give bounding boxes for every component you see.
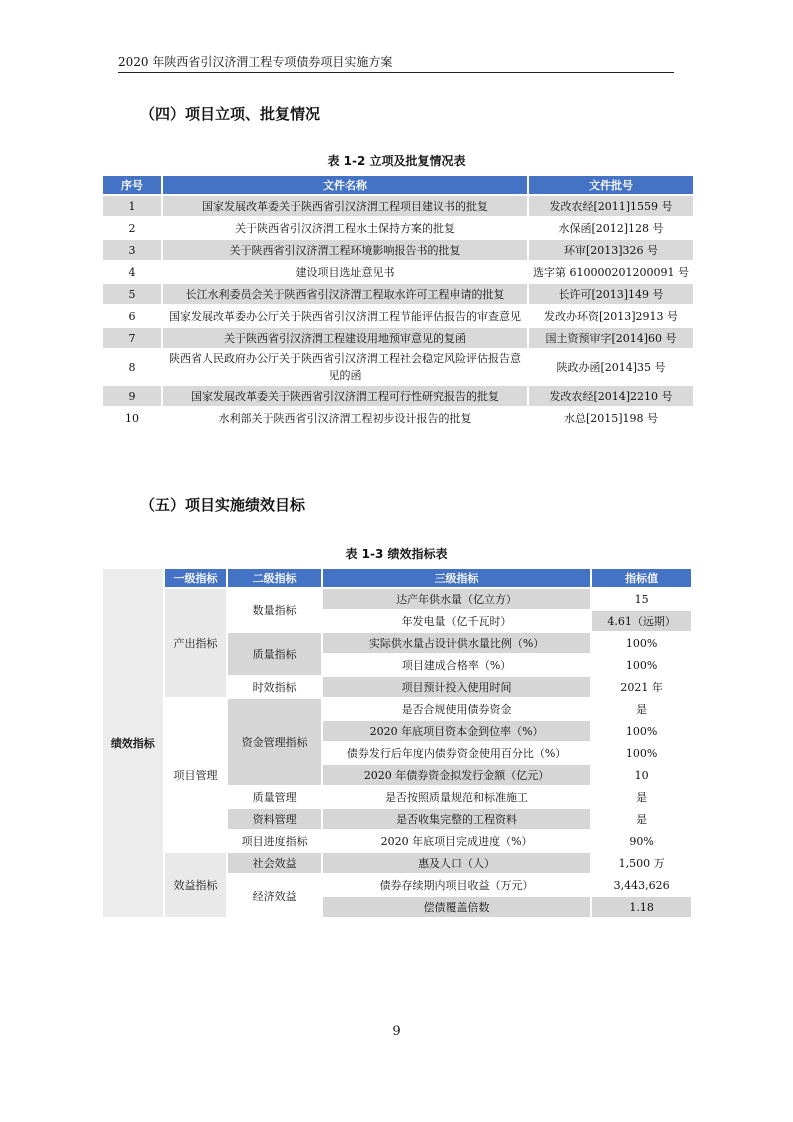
row-index-cell: 2 — [103, 218, 161, 238]
row-index-cell: 3 — [103, 240, 161, 260]
indicator-cell: 偿债覆盖倍数 — [323, 897, 590, 917]
doc-number-cell: 陕政办函[2014]35 号 — [529, 350, 693, 384]
col-header-level1: 一级指标 — [165, 569, 227, 587]
row-index-cell: 6 — [103, 306, 161, 326]
header-rule — [118, 72, 674, 73]
doc-name-cell: 陕西省人民政府办公厅关于陕西省引汉济渭工程社会稳定风险评估报告意见的函 — [163, 350, 527, 384]
level2-progress: 项目进度指标 — [228, 831, 321, 851]
table-row — [103, 240, 693, 260]
table-1-3-caption: 表 1-3 绩效指标表 — [345, 547, 448, 561]
value-cell: 是 — [592, 699, 691, 719]
col-header-index: 序号 — [103, 176, 161, 194]
table-1-2-caption: 表 1-2 立项及批复情况表 — [327, 154, 466, 168]
indicator-cell: 实际供水量占设计供水量比例（%） — [323, 633, 590, 653]
value-cell: 90% — [592, 831, 691, 851]
doc-name-cell: 关于陕西省引汉济渭工程建设用地预审意见的复函 — [163, 328, 527, 348]
level2-records-management: 资料管理 — [228, 809, 321, 829]
doc-number-cell: 选字第 610000201200091 号 — [529, 262, 693, 282]
doc-number-cell: 水保函[2012]128 号 — [529, 218, 693, 238]
indicator-cell: 是否合规使用债券资金 — [323, 699, 590, 719]
value-cell: 100% — [592, 721, 691, 741]
indicator-cell: 达产年供水量（亿立方） — [323, 589, 590, 609]
table-row — [103, 284, 693, 304]
approval-table — [101, 174, 695, 430]
table-row — [103, 196, 693, 216]
indicator-cell: 2020 年底项目资本金到位率（%） — [323, 721, 590, 741]
level1-benefit: 效益指标 — [165, 853, 227, 917]
row-index-cell: 1 — [103, 196, 161, 216]
col-header-level2: 二级指标 — [228, 569, 321, 587]
doc-number-cell: 长许可[2013]149 号 — [529, 284, 693, 304]
doc-name-cell: 国家发展改革委关于陕西省引汉济渭工程项目建议书的批复 — [163, 196, 527, 216]
table-row — [103, 306, 693, 326]
doc-name-cell: 国家发展改革委关于陕西省引汉济渭工程可行性研究报告的批复 — [163, 386, 527, 406]
level2-quantity: 数量指标 — [228, 589, 321, 631]
indicator-cell: 项目建成合格率（%） — [323, 655, 590, 675]
section-heading-performance: （五）项目实施绩效目标 — [140, 496, 306, 514]
indicator-cell: 是否收集完整的工程资料 — [323, 809, 590, 829]
doc-name-cell: 国家发展改革委办公厅关于陕西省引汉济渭工程节能评估报告的审查意见 — [163, 306, 527, 326]
col-header-doc-number: 文件批号 — [529, 176, 693, 194]
table-row — [103, 218, 693, 238]
level2-timeliness: 时效指标 — [228, 677, 321, 697]
level2-quality: 质量指标 — [228, 633, 321, 675]
value-cell: 4.61（远期） — [592, 611, 691, 631]
doc-name-cell: 长江水利委员会关于陕西省引汉济渭工程取水许可工程申请的批复 — [163, 284, 527, 304]
level2-quality-management: 质量管理 — [228, 787, 321, 807]
doc-number-cell: 水总[2015]198 号 — [529, 408, 693, 428]
table-row — [103, 262, 693, 282]
doc-number-cell: 发改农经[2014]2210 号 — [529, 386, 693, 406]
value-cell: 15 — [592, 589, 691, 609]
indicator-cell: 2020 年底项目完成进度（%） — [323, 831, 590, 851]
doc-number-cell: 发改办环资[2013]2913 号 — [529, 306, 693, 326]
row-index-cell: 8 — [103, 350, 161, 384]
indicator-cell: 是否按照质量规范和标准施工 — [323, 787, 590, 807]
doc-name-cell: 关于陕西省引汉济渭工程环境影响报告书的批复 — [163, 240, 527, 260]
indicator-cell: 年发电量（亿千瓦时） — [323, 611, 590, 631]
indicator-cell: 惠及人口（人） — [323, 853, 590, 873]
doc-number-cell: 环审[2013]326 号 — [529, 240, 693, 260]
table-row — [103, 350, 693, 384]
indicator-cell: 债券存续期内项目收益（万元） — [323, 875, 590, 895]
col-header-doc-name: 文件名称 — [163, 176, 527, 194]
col-header-value: 指标值 — [592, 569, 691, 587]
doc-name-cell: 水利部关于陕西省引汉济渭工程初步设计报告的批复 — [163, 408, 527, 428]
performance-table — [101, 567, 693, 919]
row-index-cell: 10 — [103, 408, 161, 428]
doc-number-cell: 发改农经[2011]1559 号 — [529, 196, 693, 216]
value-cell: 是 — [592, 809, 691, 829]
value-cell: 100% — [592, 655, 691, 675]
indicator-cell: 2020 年债券资金拟发行金额（亿元） — [323, 765, 590, 785]
row-index-cell: 7 — [103, 328, 161, 348]
row-index-cell: 5 — [103, 284, 161, 304]
row-index-cell: 9 — [103, 386, 161, 406]
value-cell: 1,500 万 — [592, 853, 691, 873]
section-heading-approvals: （四）项目立项、批复情况 — [140, 105, 321, 123]
value-cell: 是 — [592, 787, 691, 807]
running-header: 2020 年陕西省引汉济渭工程专项债券项目实施方案 — [118, 55, 393, 69]
doc-name-cell: 建设项目选址意见书 — [163, 262, 527, 282]
page-number: 9 — [392, 1024, 401, 1039]
indicator-cell: 债券发行后年度内债券资金使用百分比（%） — [323, 743, 590, 763]
table-row — [103, 386, 693, 406]
level1-project-management: 项目管理 — [165, 699, 227, 851]
indicator-cell: 项目预计投入使用时间 — [323, 677, 590, 697]
col-header-level3: 三级指标 — [323, 569, 590, 587]
value-cell: 100% — [592, 743, 691, 763]
level2-social-benefit: 社会效益 — [228, 853, 321, 873]
level2-fund-management: 资金管理指标 — [228, 699, 321, 785]
row-index-cell: 4 — [103, 262, 161, 282]
table-row — [103, 328, 693, 348]
table-row — [103, 408, 693, 428]
level2-economic-benefit: 经济效益 — [228, 875, 321, 917]
value-cell: 100% — [592, 633, 691, 653]
value-cell: 2021 年 — [592, 677, 691, 697]
level1-output: 产出指标 — [165, 589, 227, 697]
doc-number-cell: 国土资预审字[2014]60 号 — [529, 328, 693, 348]
value-cell: 10 — [592, 765, 691, 785]
level0-label: 绩效指标 — [103, 569, 163, 917]
doc-name-cell: 关于陕西省引汉济渭工程水土保持方案的批复 — [163, 218, 527, 238]
value-cell: 1.18 — [592, 897, 691, 917]
value-cell: 3,443,626 — [592, 875, 691, 895]
